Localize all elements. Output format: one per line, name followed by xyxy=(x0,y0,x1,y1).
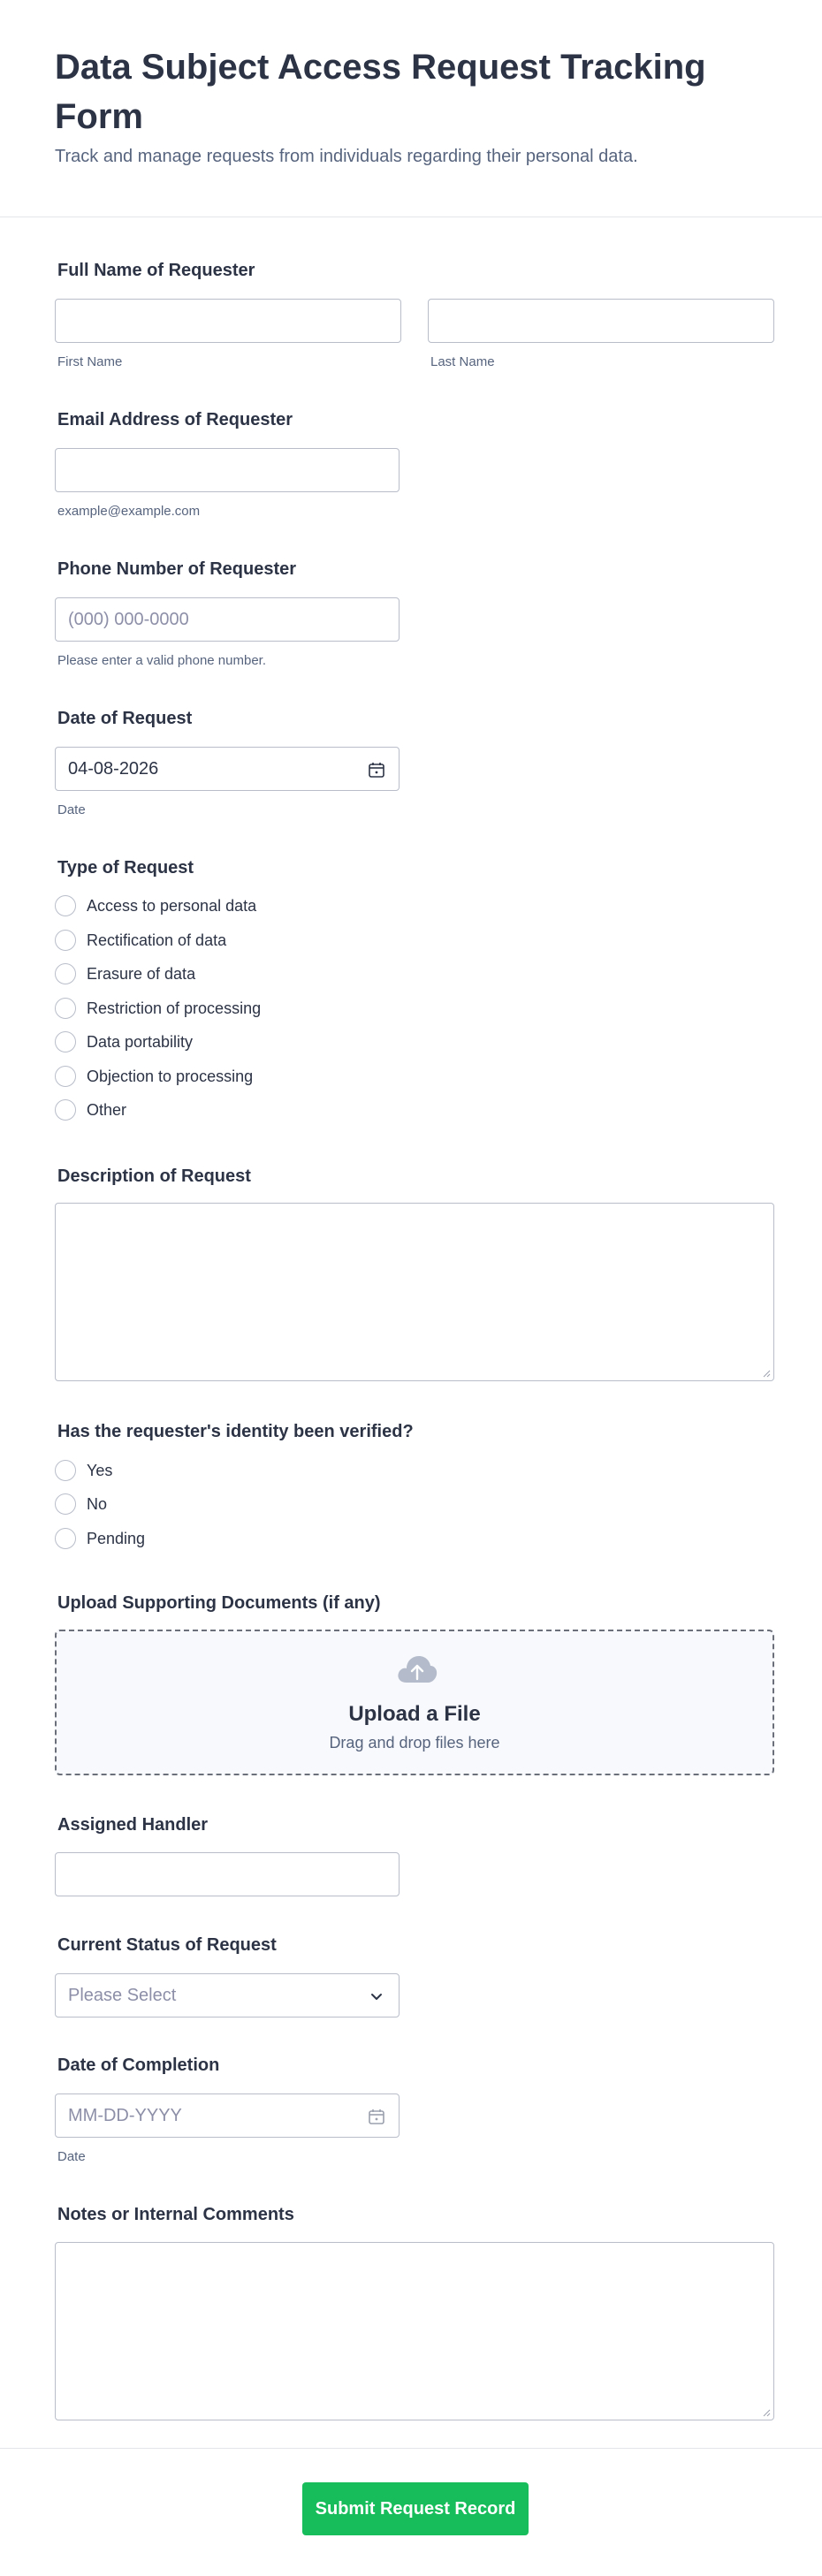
phone-label: Phone Number of Requester xyxy=(57,559,297,579)
full-name-label: Full Name of Requester xyxy=(57,261,255,280)
form-footer xyxy=(0,2448,822,2576)
completion-date-label: Date of Completion xyxy=(57,2055,220,2075)
resize-grip-icon[interactable] xyxy=(762,2408,771,2417)
last-name-input[interactable] xyxy=(428,299,774,343)
form-header xyxy=(0,0,822,217)
radio-circle[interactable] xyxy=(55,895,76,916)
request-type-option[interactable]: Rectification of data xyxy=(55,928,226,953)
phone-sublabel: Please enter a valid phone number. xyxy=(57,653,266,668)
resize-grip-icon[interactable] xyxy=(762,1369,771,1378)
radio-circle[interactable] xyxy=(55,998,76,1019)
calendar-icon[interactable] xyxy=(367,2107,386,2126)
request-type-option[interactable]: Access to personal data xyxy=(55,893,256,918)
upload-label: Upload Supporting Documents (if any) xyxy=(57,1593,381,1613)
notes-textarea[interactable] xyxy=(55,2242,774,2420)
file-upload-dropzone[interactable] xyxy=(55,1630,774,1775)
description-label: Description of Request xyxy=(57,1166,251,1186)
email-sublabel: example@example.com xyxy=(57,504,201,519)
status-selected-value: Please Select xyxy=(68,1986,177,2005)
upload-hint: Drag and drop files here xyxy=(329,1734,500,1752)
calendar-icon[interactable] xyxy=(367,760,386,779)
first-name-input[interactable] xyxy=(55,299,401,343)
cloud-upload-icon xyxy=(396,1654,438,1684)
notes-label: Notes or Internal Comments xyxy=(57,2205,294,2224)
description-textarea[interactable] xyxy=(55,1203,774,1381)
radio-circle[interactable] xyxy=(55,1066,76,1087)
upload-title: Upload a File xyxy=(348,1702,481,1726)
completion-date-placeholder: MM-DD-YYYY xyxy=(68,2106,182,2125)
chevron-down-icon xyxy=(367,1987,386,2006)
submit-button[interactable]: Submit Request Record xyxy=(302,2482,529,2535)
date-request-label: Date of Request xyxy=(57,709,193,728)
verified-label: Has the requester's identity been verified? xyxy=(57,1422,414,1441)
email-label: Email Address of Requester xyxy=(57,410,293,429)
request-type-option[interactable]: Erasure of data xyxy=(55,961,195,986)
verified-option[interactable]: Yes xyxy=(55,1458,112,1483)
radio-circle[interactable] xyxy=(55,1031,76,1052)
radio-circle[interactable] xyxy=(55,1099,76,1121)
email-input[interactable] xyxy=(55,448,400,492)
last-name-sublabel: Last Name xyxy=(430,354,495,369)
completion-date-input[interactable] xyxy=(55,2093,400,2138)
phone-input[interactable]: (000) 000-0000 xyxy=(55,597,400,642)
handler-label: Assigned Handler xyxy=(57,1815,209,1835)
status-label: Current Status of Request xyxy=(57,1935,277,1955)
verified-option[interactable]: No xyxy=(55,1492,107,1516)
date-request-input[interactable] xyxy=(55,747,400,791)
date-request-sublabel: Date xyxy=(57,802,86,817)
radio-circle[interactable] xyxy=(55,1493,76,1515)
radio-circle[interactable] xyxy=(55,1460,76,1481)
radio-circle[interactable] xyxy=(55,930,76,951)
radio-circle[interactable] xyxy=(55,963,76,984)
form-subtitle: Track and manage requests from individuals regarding their personal data. xyxy=(55,147,638,166)
verified-option[interactable]: Pending xyxy=(55,1526,145,1551)
request-type-option[interactable]: Data portability xyxy=(55,1030,193,1054)
request-type-option[interactable]: Other xyxy=(55,1098,126,1122)
form-title: Data Subject Access Request Tracking Form xyxy=(55,48,706,136)
request-type-label: Type of Request xyxy=(57,858,194,878)
request-type-option[interactable]: Restriction of processing xyxy=(55,996,261,1021)
first-name-sublabel: First Name xyxy=(57,354,123,369)
completion-date-sublabel: Date xyxy=(57,2149,86,2164)
status-select[interactable] xyxy=(55,1973,400,2017)
radio-circle[interactable] xyxy=(55,1528,76,1549)
handler-input[interactable] xyxy=(55,1852,400,1896)
date-request-value: 04-08-2026 xyxy=(68,759,159,779)
request-type-option[interactable]: Objection to processing xyxy=(55,1064,253,1089)
